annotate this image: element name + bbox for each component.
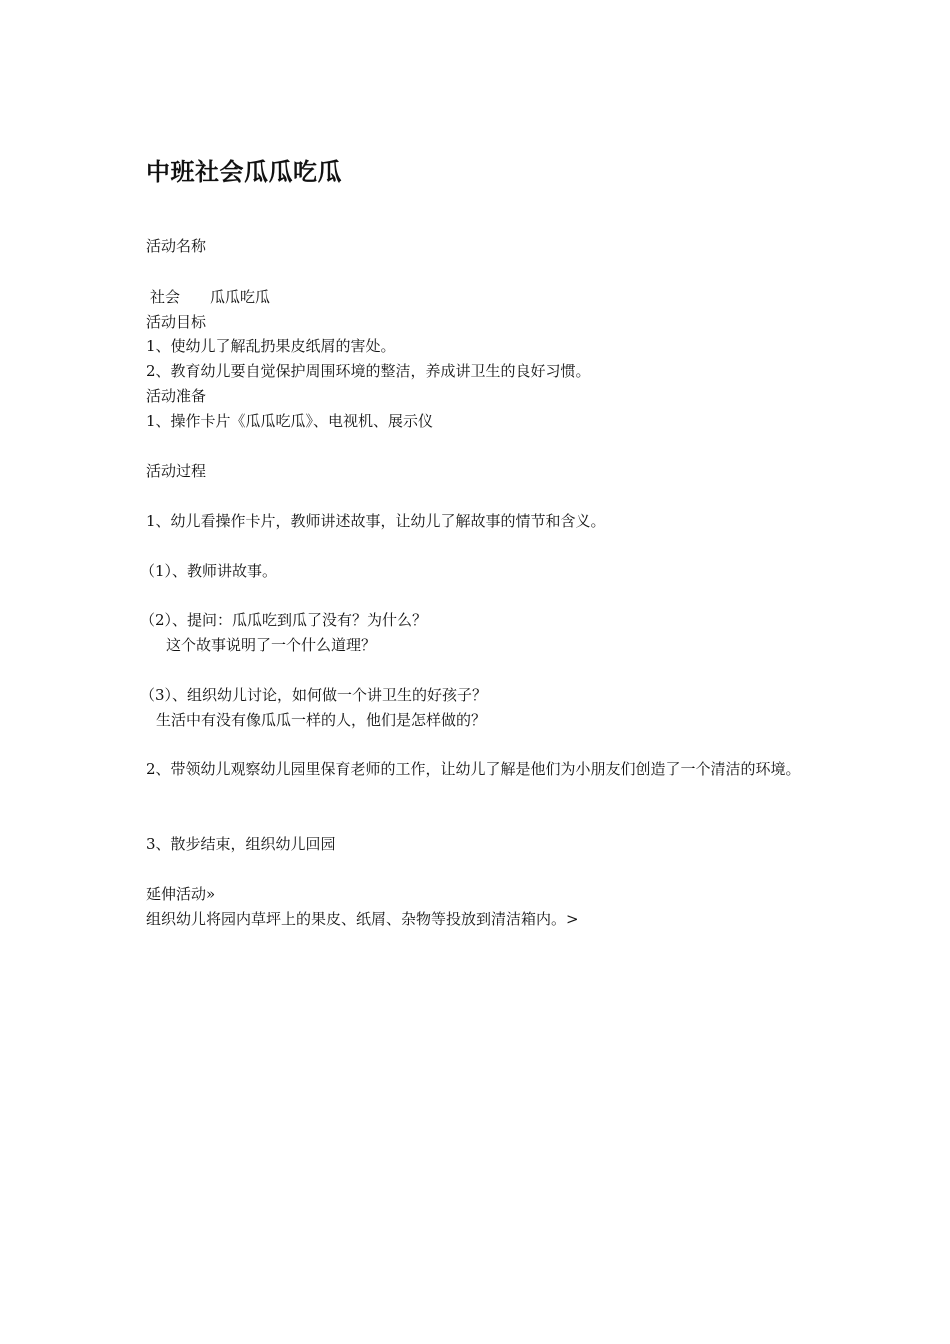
extension-item: 组织幼儿将园内草坪上的果皮、纸屑、杂物等投放到清洁箱内。>: [146, 910, 579, 928]
section-heading-extension: 延伸活动»: [146, 885, 216, 903]
process-substep-3-cont: 生活中有没有像瓜瓜一样的人，他们是怎样做的？: [156, 711, 487, 729]
activity-category: 社会: [150, 288, 181, 306]
process-step-3: 3、散步结束，组织幼儿回园: [146, 835, 336, 853]
goal-item: 2、教育幼儿要自觉保护周围环境的整洁，养成讲卫生的良好习惯。: [146, 362, 591, 380]
page-title: 中班社会瓜瓜吃瓜: [146, 158, 342, 186]
activity-title: 瓜瓜吃瓜: [210, 288, 271, 306]
process-substep-1: （1）、教师讲故事。: [140, 562, 278, 580]
process-step-1: 1、幼儿看操作卡片，教师讲述故事，让幼儿了解故事的情节和含义。: [146, 512, 606, 530]
section-heading-name: 活动名称: [146, 237, 207, 255]
process-substep-2: （2）、提问：瓜瓜吃到瓜了没有？为什么？: [140, 611, 428, 629]
activity-name-line: [150, 287, 270, 307]
process-step-2: 2、带领幼儿观察幼儿园里保育老师的工作，让幼儿了解是他们为小朋友们创造了一个清洁的环境。: [146, 760, 801, 778]
prep-item: 1、操作卡片《瓜瓜吃瓜》、电视机、展示仪: [146, 412, 434, 430]
section-heading-goals: 活动目标: [146, 313, 207, 331]
process-substep-2-cont: 这个故事说明了一个什么道理？: [166, 636, 377, 654]
process-substep-3: （3）、组织幼儿讨论，如何做一个讲卫生的好孩子？: [140, 686, 488, 704]
section-heading-process: 活动过程: [146, 462, 207, 480]
section-heading-prep: 活动准备: [146, 387, 207, 405]
goal-item: 1、使幼儿了解乱扔果皮纸屑的害处。: [146, 337, 396, 355]
